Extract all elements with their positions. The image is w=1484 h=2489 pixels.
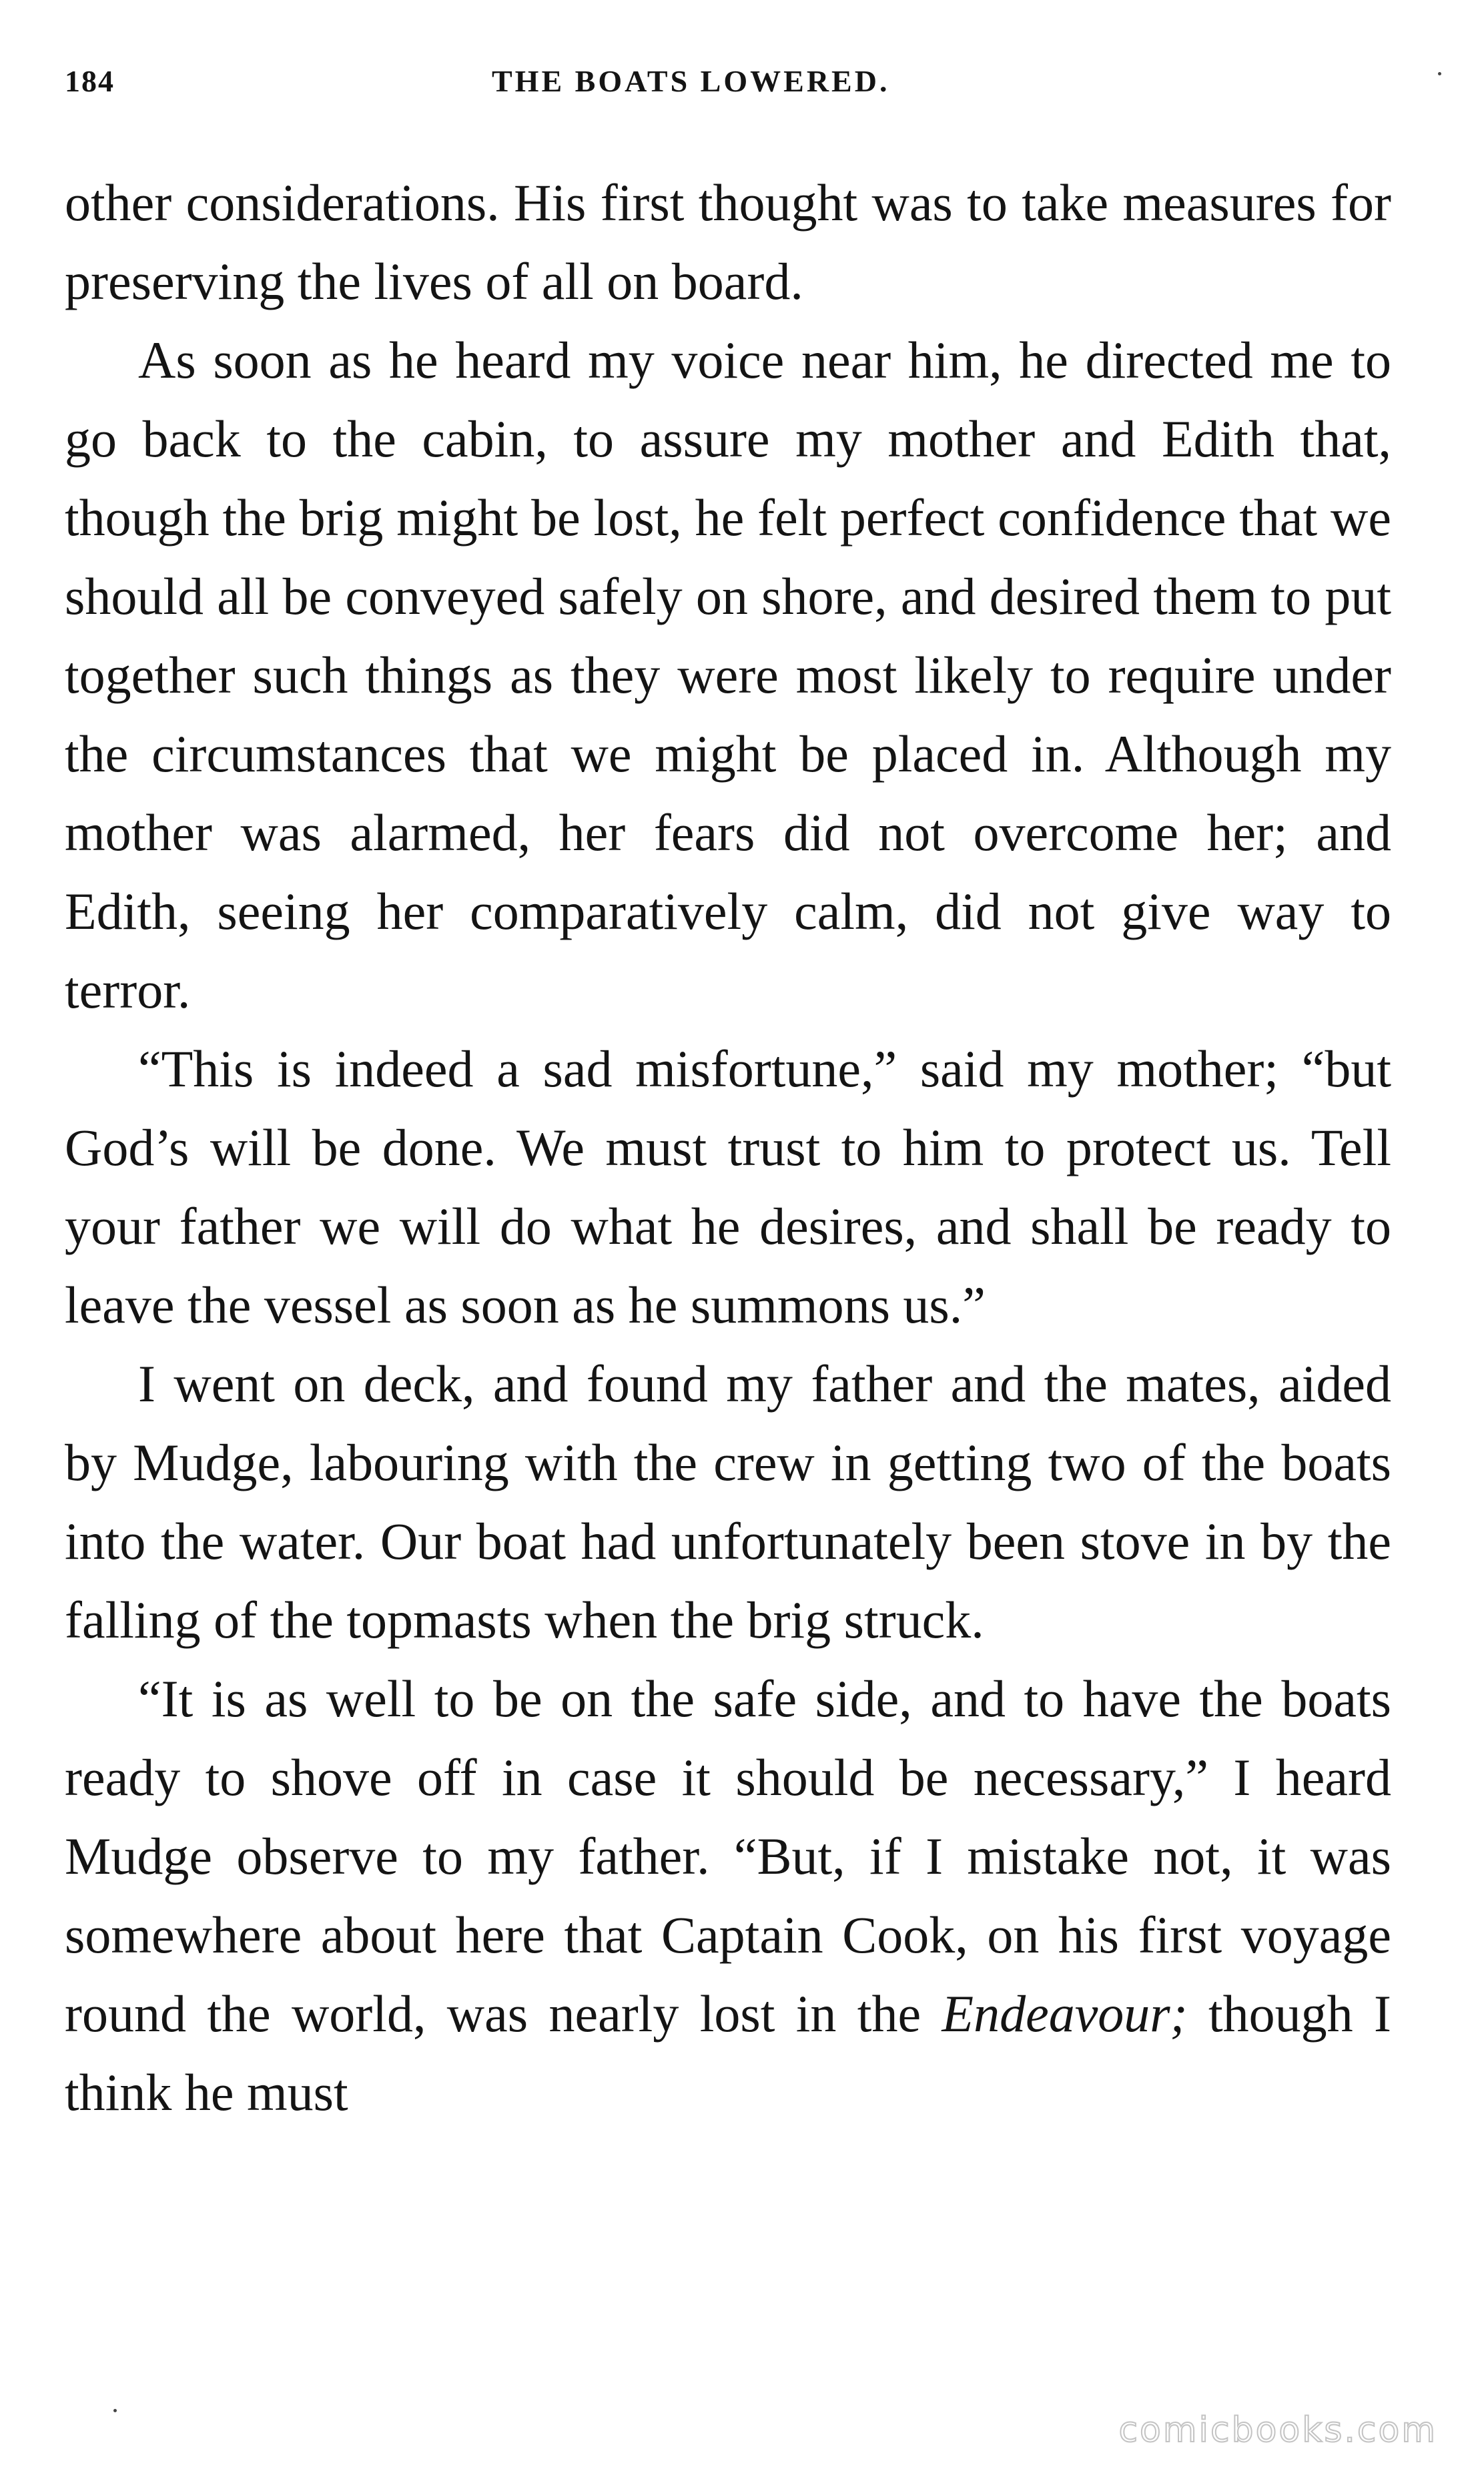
- watermark: comicbooks.com: [1118, 2410, 1437, 2450]
- paragraph-2: As soon as he heard my voice near him, he directed me to go back to the cabin, to assure my mother and Edith that, though the brig might be lost, he felt perfect confidence that we should all be conveyed safely on shore, and desired them to put together such things as they were most likely to require under the circumstances that we might be placed in. Although my mother was alarmed, her fears did not overcome her; and Edith, seeing her comparatively calm, did not give way to terror.: [65, 331, 1391, 1019]
- running-title: THE BOATS LOWERED.: [492, 64, 890, 98]
- page-header: [65, 63, 1399, 123]
- page-number: 184: [65, 64, 115, 98]
- print-speck: [1438, 72, 1441, 75]
- paragraph-5-text: “It is as well to be on the safe side, and to have the boats ready to shove off in case it should be necessary,” I heard Mudge observe to my father. “But, if I mistake not, it was somewhere about here that Captain Cook, on his first voyage round the world, was nearly lost in the: [65, 1670, 1391, 2043]
- paragraph-5: [65, 1660, 1391, 2132]
- print-speck: [113, 2409, 117, 2412]
- body-text: [65, 163, 1391, 2132]
- paragraph-3: “This is indeed a sad misfortune,” said my mother; “but God’s will be done. We must trust to him to protect us. Tell your father we will do what he desires, and shall be ready to leave the vessel as soon as he summons us.”: [65, 1040, 1391, 1334]
- paragraph-1: other considerations. His first thought was to take measures for preserving the lives of all on board.: [65, 173, 1391, 310]
- paragraph-5-tail: though I think he must: [65, 1985, 1391, 2121]
- ship-name-italic: Endeavour;: [942, 1985, 1188, 2043]
- paragraph-4: I went on deck, and found my father and the mates, aided by Mudge, labouring with the crew in getting two of the boats into the water. Our boat had unfortunately been stove in by the falling of the topmasts when the brig struck.: [65, 1355, 1391, 1649]
